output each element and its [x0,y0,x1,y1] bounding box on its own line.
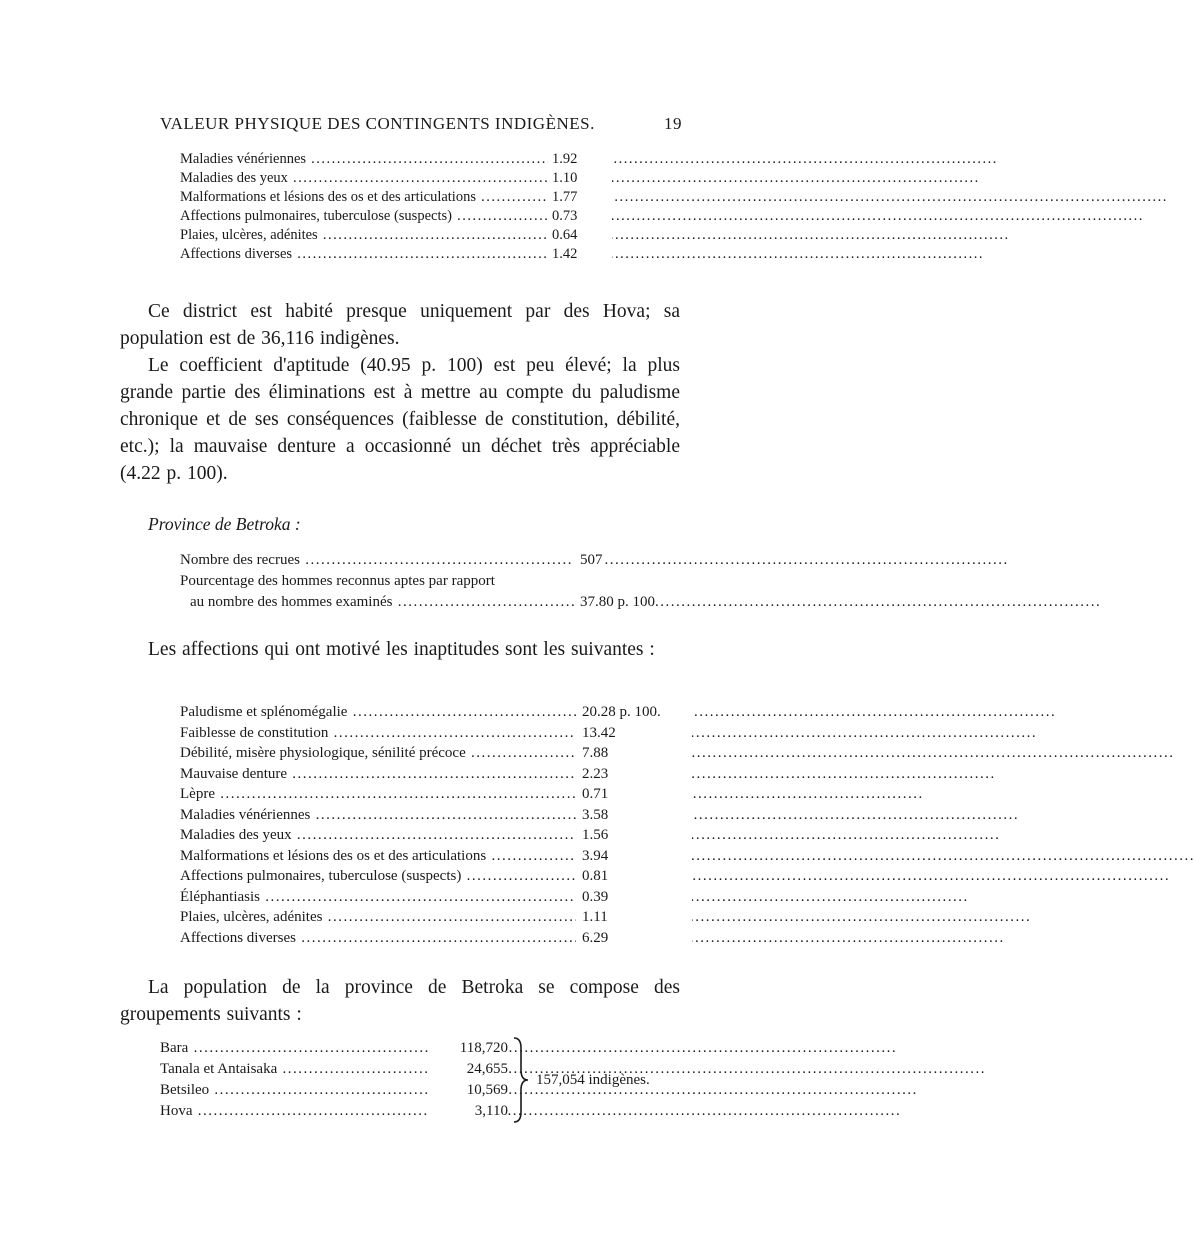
list-item: Malformations et lésions des os et des articulations ..... 3.94 [180,846,690,867]
list-item: Plaies, ulcères, adénites ..... 0.64 [180,226,560,245]
list-item: Paludisme et splénomégalie ..... 20.28 p. 100. [180,702,690,723]
list-item: Mauvaise denture ..... 2.23 [180,764,690,785]
list-item: Plaies, ulcères, adénites ..... 1.11 [180,907,690,928]
page-number: 19 [664,114,682,133]
list-item: Lèpre ..... 0.71 [180,784,690,805]
aptitude-sentence: Le coefficient d'aptitude (40.95 p. 100) est peu élevé; la plus grande partie des éliminations est à mettre au compte du paludisme chronique et de ses conséquences (faiblesse de constitution, débilité, etc.); la mauvaise denture a occasionné un déchet très appréciable (4.22 p. 100). [120,355,680,484]
list-item: Maladies vénériennes ..... 1.92 [180,150,560,169]
affections-intro-paragraph: Les affections qui ont motivé les inaptitudes sont les suivantes : [148,639,655,660]
list-item: Bara ..... 118,720 [160,1038,520,1059]
province-subheading: Province de Betroka : [148,514,301,534]
list-item: Affections diverses ..... 1.42 [180,245,560,264]
list-item: Tanala et Antaisaka ..... 24,655 [160,1059,520,1080]
list-item: Betsileo ..... 10,569 [160,1080,520,1101]
list-item: Hova ..... 3,110 [160,1101,520,1122]
population-paragraph: La population de la province de Betroka se compose des groupements suivants : [120,977,680,1025]
list-item: Malformations et lésions des os et des articulations ..... 1.77 [180,188,560,207]
list-item: Faiblesse de constitution ..... 13.42 [180,723,690,744]
list-item: Affections diverses ..... 6.29 [180,928,690,949]
right-brace-icon [508,1036,532,1124]
list-item: Maladies des yeux ..... 1.10 [180,169,560,188]
affections-list-betroka [180,702,700,948]
list-item: Maladies des yeux ..... 1.56 [180,825,690,846]
list-item: Débilité, misère physiologique, sénilité précoce ..... 7.88 [180,743,690,764]
recruits-row: Nombre des recrues ..... 507 [180,550,620,571]
list-item: Affections pulmonaires, tuberculose (suspects) ..... 0.81 [180,866,690,887]
population-sentence: Ce district est habité presque uniquement par des Hova; sa population est de 36,116 indigènes. [120,301,680,349]
running-header [160,114,682,136]
affections-list-previous [180,150,680,264]
list-item: Maladies vénériennes ..... 3.58 [180,805,690,826]
population-total: 157,054 indigènes. [536,1072,650,1088]
recruits-block [180,550,680,613]
district-paragraph [120,298,680,487]
list-item: Affections pulmonaires, tuberculose (suspects) ..... 0.73 [180,207,560,226]
percent-row: au nombre des hommes examinés ..... 37.80 p. 100. [180,592,620,613]
running-title: VALEUR PHYSIQUE DES CONTINGENTS INDIGÈNES. [160,114,595,133]
list-item: Éléphantiasis ..... 0.39 [180,887,690,908]
percent-label-line: Pourcentage des hommes reconnus aptes par rapport [180,573,495,589]
